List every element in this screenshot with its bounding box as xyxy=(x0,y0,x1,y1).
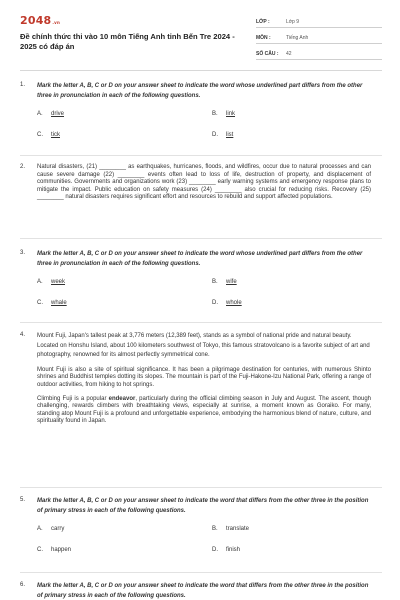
option-letter: D. xyxy=(212,547,218,553)
option-c[interactable] xyxy=(37,132,60,138)
meta-key: SỐ CÂU : xyxy=(256,50,279,57)
option-letter: C. xyxy=(37,547,43,553)
question-number: 2. xyxy=(20,164,26,170)
question-instruction: Mark the letter A, B, C or D on your answer sheet to indicate the word that differs from the other three in the position of primary stress in each of the following questions. xyxy=(37,583,369,599)
option-letter: C. xyxy=(37,300,43,306)
option-d[interactable] xyxy=(212,300,242,306)
paragraph-text: Climbing Fuji is a popular xyxy=(37,395,109,402)
question-number: 4. xyxy=(20,332,26,338)
question-instruction: Mark the letter A, B, C or D on your answer sheet to indicate the word whose underlined part differs from the other three in pronunciation in each of the following questions. xyxy=(37,83,363,99)
meta-row-count xyxy=(256,48,382,60)
question-instruction: Mark the letter A, B, C or D on your answer sheet to indicate the word that differs from the other three in the position of primary stress in each of the following questions. xyxy=(37,498,369,514)
option-b[interactable] xyxy=(212,526,249,532)
option-a[interactable] xyxy=(37,279,65,285)
option-a[interactable] xyxy=(37,526,64,532)
option-a[interactable] xyxy=(37,111,64,117)
meta-key: MÔN : xyxy=(256,34,271,41)
option-text: whale xyxy=(51,300,67,306)
cloze-passage: Natural disasters, (21) ________ as earthquakes, hurricanes, floods, and wildfires, occur due to natural processes and can cause severe damage (22) ________ events often lead to loss of life, destruction of property, and displacement of communities. Governments and organizations work (23) ________ early warning systems and emergency response plans to mitigate the impact. Public education on safety measures (24) ________ also crucial for reducing risks. Recovery (25) ________ natural disasters requires significant effort and resources to rebuild and support affected populations. xyxy=(37,164,371,201)
document-title: Đề chính thức thi vào 10 môn Tiếng Anh tỉnh Bến Tre 2024 - 2025 có đáp án xyxy=(20,32,235,51)
option-text: link xyxy=(226,111,236,117)
answer-options xyxy=(37,526,371,562)
option-c[interactable] xyxy=(37,300,67,306)
option-letter: A. xyxy=(37,526,43,532)
option-c[interactable] xyxy=(37,547,71,553)
option-d[interactable] xyxy=(212,132,233,138)
question-number: 1. xyxy=(20,82,26,88)
option-b[interactable] xyxy=(212,279,237,285)
answer-options xyxy=(37,111,371,147)
option-text: week xyxy=(51,279,66,285)
question-number: 5. xyxy=(20,497,26,503)
question-divider xyxy=(20,155,382,156)
option-letter: B. xyxy=(212,279,218,285)
paragraph-text: , particularly during the official climbing season in July and August. The ascent, though challenging, rewards climbers with breathtaking views, especially at sunrise, a moment known as Goraiko. For many, standing atop Mount Fuji is a profound and unforgettable experience, embodying the harmonious blend of nature, culture, and spirituality found in Japan. xyxy=(37,395,372,425)
reading-paragraph-1: Mount Fuji, Japan's tallest peak at 3,776 meters (12,389 feet), stands as a symbol of national pride and natural beauty. Located on Honshu Island, about 100 kilometers southwest of Tokyo, this famous stratovolcano is a favorite subject of art and photography, renowned for its almost perfectly symmetrical cone. xyxy=(37,333,370,359)
document-meta xyxy=(256,16,382,64)
option-d[interactable] xyxy=(212,547,240,553)
option-letter: D. xyxy=(212,132,218,138)
meta-row-grade xyxy=(256,16,382,28)
option-text: list xyxy=(226,132,234,138)
option-letter: C. xyxy=(37,132,43,138)
question-divider xyxy=(20,487,382,488)
meta-value: Lớp 9 xyxy=(286,18,300,25)
logo-text: 2048 xyxy=(20,14,52,27)
question-divider xyxy=(20,238,382,239)
option-text: carry xyxy=(51,526,65,532)
header-divider xyxy=(20,70,382,71)
option-text: whole xyxy=(226,300,242,306)
document-header xyxy=(20,14,382,64)
meta-value: 42 xyxy=(286,50,292,57)
question-divider xyxy=(20,572,382,573)
highlighted-word: endeavor xyxy=(108,395,136,402)
question-number: 3. xyxy=(20,250,26,256)
option-letter: D. xyxy=(212,300,218,306)
reading-paragraph-2: Mount Fuji is also a site of spiritual significance. It has been a pilgrimage destination for centuries, with numerous Shinto shrines and Buddhist temples dotting its slopes. The mountain is part of the Fuji-Hakone-Izu National Park, offering a range of outdoor activities, from hiking to hot springs. xyxy=(37,366,371,388)
option-text: tick xyxy=(51,132,60,138)
reading-paragraph-3 xyxy=(37,396,371,426)
meta-row-subject xyxy=(256,32,382,44)
option-text: finish xyxy=(226,547,241,553)
meta-value: Tiếng Anh xyxy=(286,34,309,41)
option-text: translate xyxy=(226,526,250,532)
option-letter: A. xyxy=(37,279,43,285)
option-text: happen xyxy=(51,547,72,553)
answer-options xyxy=(37,279,371,315)
option-letter: A. xyxy=(37,111,43,117)
meta-key: LỚP : xyxy=(256,18,270,25)
option-letter: B. xyxy=(212,111,218,117)
logo-suffix: .vn xyxy=(52,20,60,25)
question-number: 6. xyxy=(20,582,26,588)
question-divider xyxy=(20,322,382,323)
option-letter: B. xyxy=(212,526,218,532)
question-instruction: Mark the letter A, B, C or D on your answer sheet to indicate the word whose underlined part differs from the other three in pronunciation in each of the following questions. xyxy=(37,251,363,267)
option-text: drive xyxy=(51,111,65,117)
option-b[interactable] xyxy=(212,111,235,117)
option-text: wife xyxy=(226,279,237,285)
